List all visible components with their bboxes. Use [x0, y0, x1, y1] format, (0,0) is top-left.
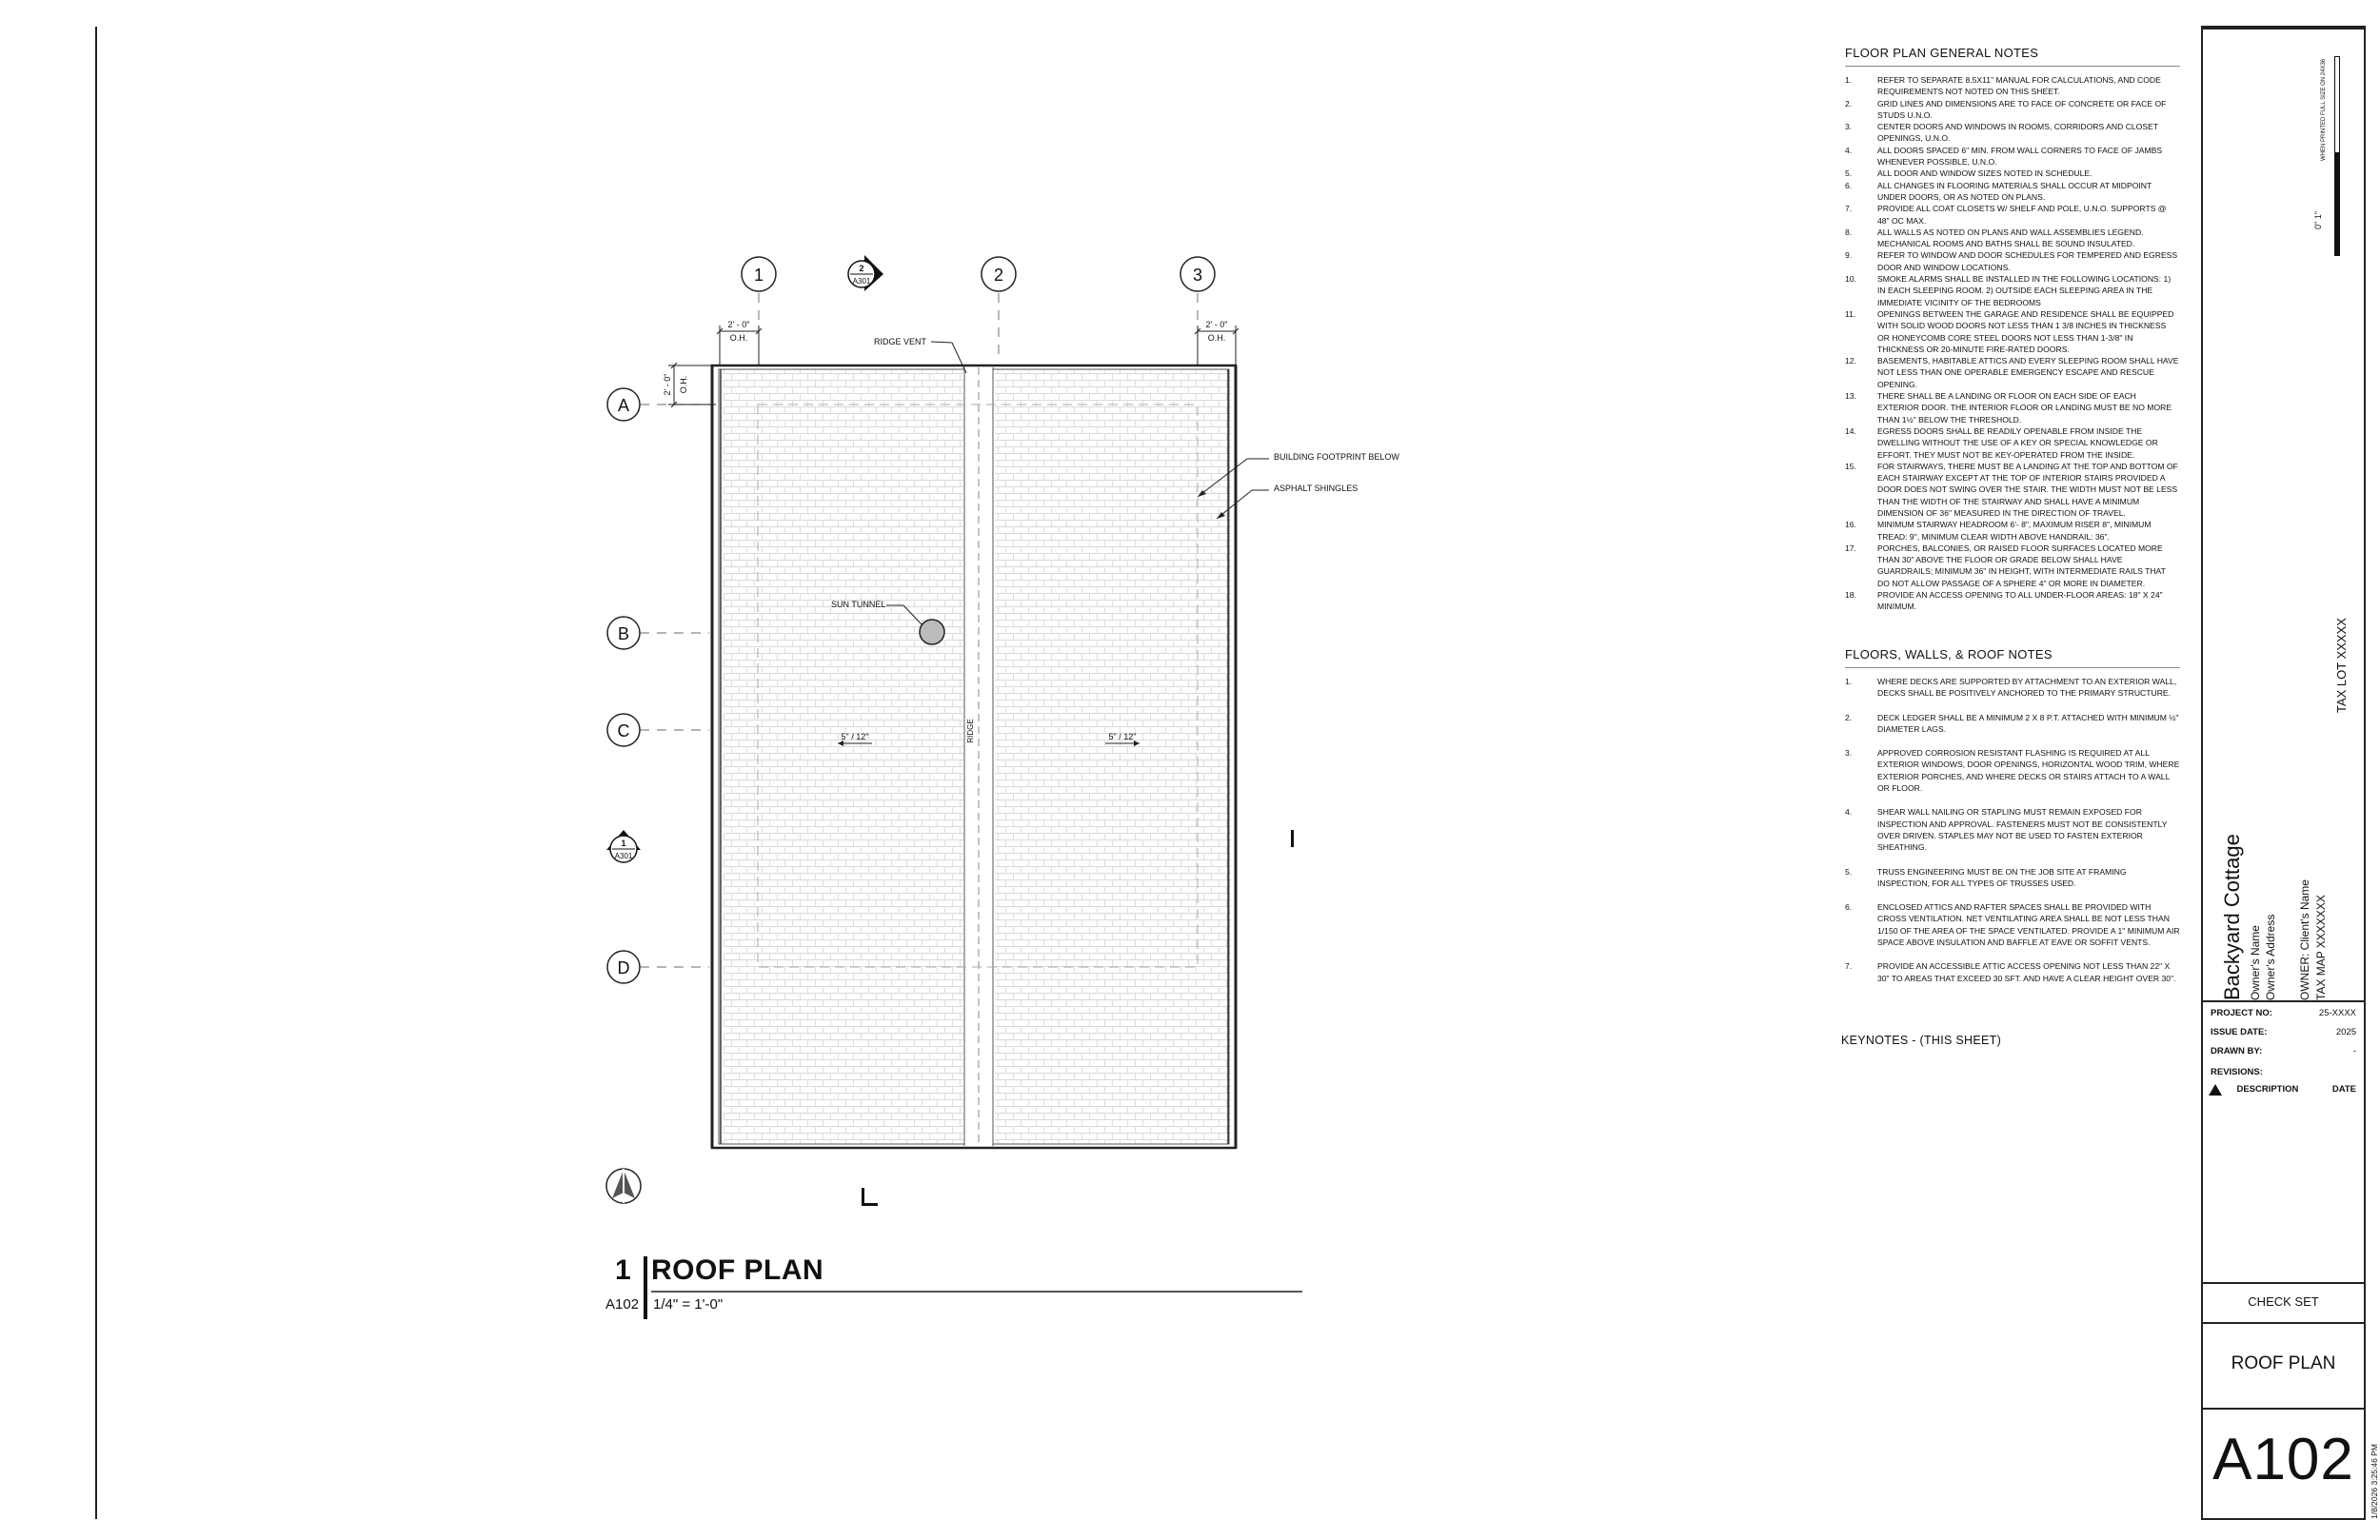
general-note-text: BASEMENTS, HABITABLE ATTICS AND EVERY SLEEPING ROOM SHALL HAVE NOT LESS THAN ONE OPERABLE EMERGENCY ESCAPE AND RESCUE OPENING. — [1877, 356, 2179, 389]
general-note-item — [1845, 180, 2180, 204]
section-marker-left[interactable] — [606, 830, 641, 862]
print-date: 1/8/2026 3:25:46 PM — [2370, 1444, 2379, 1519]
overhang-left-value: 2' - 0" — [727, 320, 750, 329]
general-note-text: THERE SHALL BE A LANDING OR FLOOR ON EACH SIDE OF EACH EXTERIOR DOOR. THE INTERIOR FLOOR OR LANDING MUST BE NO MORE THAN 1½" BELOW THE THRESHOLD. — [1877, 391, 2172, 424]
section-top-sheet: A301 — [852, 277, 871, 286]
wall-note-number: 1. — [1845, 677, 1853, 686]
view-title — [605, 1249, 1300, 1325]
tb-divider-title — [2203, 1322, 2364, 1324]
general-note-number: 17. — [1845, 543, 1856, 553]
grid-label-a: A — [617, 396, 630, 415]
tb-divider-checkset — [2203, 1282, 2364, 1284]
section-marker-top[interactable] — [848, 255, 883, 291]
wall-note-text: WHERE DECKS ARE SUPPORTED BY ATTACHMENT TO AN EXTERIOR WALL, DECKS SHALL BE POSITIVELY ANCHORED TO THE PRIMARY STRUCTURE. — [1877, 677, 2177, 699]
drawn-by-label: DRAWN BY: — [2211, 1046, 2263, 1056]
general-note-item — [1845, 98, 2180, 122]
wall-note-number: 5. — [1845, 866, 1853, 877]
project-number-row — [2211, 1008, 2356, 1018]
roof-shingle-field-left — [724, 369, 963, 1144]
general-note-number: 9. — [1845, 250, 1853, 261]
section-cut-tick-bottom-h — [862, 1203, 878, 1206]
overhang-top-oh: O.H. — [679, 375, 688, 394]
scale-note: WHEN PRINTED FULL SIZE ON 24X36 — [2321, 58, 2327, 161]
svg-text:5" / 12": 5" / 12" — [1108, 732, 1137, 741]
general-note-number: 15. — [1845, 461, 1856, 471]
overhang-top-value: 2' - 0" — [663, 373, 672, 396]
svg-text:RIDGE VENT: RIDGE VENT — [874, 337, 927, 346]
general-note-text: ALL DOORS SPACED 6" MIN. FROM WALL CORNERS TO FACE OF JAMBS WHENEVER POSSIBLE, U.N.O. — [1877, 145, 2163, 168]
tb-divider-number — [2203, 1408, 2364, 1410]
issue-date-row — [2211, 1027, 2356, 1037]
project-name: Backyard Cottage — [2220, 834, 2244, 1000]
wall-note-number: 3. — [1845, 748, 1853, 759]
view-scale: 1/4" = 1'-0" — [653, 1296, 724, 1313]
general-note-number: 18. — [1845, 590, 1856, 601]
wall-note-text: ENCLOSED ATTICS AND RAFTER SPACES SHALL BE PROVIDED WITH CROSS VENTILATION. NET VENTILATING AREA SHALL BE NOT LESS THAN 1/150 OF THE AREA OF THE SPACE VENTILATED. PROVIDE A 1" MINIMUM AIR SPACE ABOVE INSULATION AND BAFFLE AT EAVE OR SOFFIT VENTS. — [1877, 902, 2180, 948]
owner-client: OWNER: Client's Name — [2298, 879, 2311, 1000]
title-block — [2201, 26, 2366, 1520]
scale-bar — [2334, 56, 2340, 256]
revisions-row — [2211, 1067, 2356, 1077]
grid-label-b: B — [617, 624, 630, 643]
general-note-item — [1845, 145, 2180, 168]
revisions-header — [2209, 1084, 2356, 1096]
general-note-text: ALL WALLS AS NOTED ON PLANS AND WALL ASSEMBLIES LEGEND. MECHANICAL ROOMS AND BATHS SHALL BE SOUND INSULATED. — [1877, 227, 2144, 249]
general-note-number: 3. — [1845, 122, 1853, 132]
asphalt-shingles-label — [1217, 484, 1358, 519]
general-note-item — [1845, 74, 2180, 98]
general-note-text: PORCHES, BALCONIES, OR RAISED FLOOR SURFACES LOCATED MORE THAN 30" ABOVE THE FLOOR OR GRADE BELOW SHALL HAVE GUARDRAILS; MINIMUM 36" IN HEIGHT, WITH INTERMEDIATE RAILS THAT DO NOT ALLOW PASSAGE OF A SPHERE 4" OR MORE IN DIAMETER. — [1877, 543, 2166, 588]
wall-note-item — [1845, 747, 2180, 794]
roof-outline — [712, 365, 1236, 1148]
tax-lot: TAX LOT XXXXX — [2334, 618, 2349, 713]
wall-note-text: SHEAR WALL NAILING OR STAPLING MUST REMAIN EXPOSED FOR INSPECTION AND APPROVAL. FASTENERS MUST NOT BE CONSISTENTLY OVER DRIVEN. STAPLES MAY NOT BE USED TO FASTEN EXTERIOR SHEATHING. — [1877, 807, 2168, 853]
floors-walls-roof-notes — [1845, 647, 2180, 997]
general-note-item — [1845, 121, 2180, 145]
wall-notes-list — [1845, 676, 2180, 984]
general-note-text: SMOKE ALARMS SHALL BE INSTALLED IN THE FOLLOWING LOCATIONS: 1) IN EACH SLEEPING ROOM. 2) OUTSIDE EACH SLEEPING AREA IN THE IMMEDIATE VICINITY OF THE BEDROOMS — [1877, 274, 2172, 307]
general-note-text: EGRESS DOORS SHALL BE READILY OPENABLE FROM INSIDE THE DWELLING WITHOUT THE USE OF A KEY OR SPECIAL KNOWLEDGE OR EFFORT. THEY MUST NOT BE KEY-OPERATED FROM THE INSIDE. — [1877, 425, 2158, 460]
wall-note-number: 2. — [1845, 712, 1853, 722]
wall-note-text: DECK LEDGER SHALL BE A MINIMUM 2 X 8 P.T. ATTACHED WITH MINIMUM ½" DIAMETER LAGS. — [1877, 712, 2179, 734]
dimension-overhang-left — [717, 326, 762, 366]
keynotes-title: KEYNOTES - (THIS SHEET) — [1841, 1034, 2002, 1047]
general-note-item — [1845, 168, 2180, 179]
revisions-label: REVISIONS: — [2211, 1067, 2263, 1077]
general-note-number: 1. — [1845, 75, 1853, 85]
general-note-text: ALL CHANGES IN FLOORING MATERIALS SHALL OCCUR AT MIDPOINT UNDER DOORS, OR AS NOTED ON PLANS. — [1877, 180, 2152, 202]
sun-tunnel-label: SUN TUNNEL — [831, 600, 886, 609]
wall-note-number: 4. — [1845, 807, 1853, 818]
general-note-text: PROVIDE AN ACCESS OPENING TO ALL UNDER-FLOOR AREAS: 18" X 24" MINIMUM. — [1877, 590, 2163, 612]
wall-notes-title: FLOORS, WALLS, & ROOF NOTES — [1845, 647, 2180, 668]
issue-date-label: ISSUE DATE: — [2211, 1027, 2268, 1037]
wall-note-text: APPROVED CORROSION RESISTANT FLASHING IS REQUIRED AT ALL EXTERIOR WINDOWS, DOOR OPENINGS, HORIZONTAL WOOD TRIM, WHERE EXTERIOR PORCHES, AND WHERE DECKS OR STAIRS ATTACH TO A WALL OR FLOOR. — [1877, 748, 2180, 794]
general-note-number: 6. — [1845, 180, 1853, 190]
general-note-number: 10. — [1845, 274, 1856, 285]
general-notes-title: FLOOR PLAN GENERAL NOTES — [1845, 46, 2180, 67]
revision-description-label: DESCRIPTION — [2236, 1084, 2299, 1095]
general-note-number: 4. — [1845, 145, 1853, 155]
wall-note-text: TRUSS ENGINEERING MUST BE ON THE JOB SITE AT FRAMING INSPECTION, FOR ALL TYPES OF TRUSSES USED. — [1877, 866, 2127, 888]
svg-text:ASPHALT SHINGLES: ASPHALT SHINGLES — [1274, 484, 1359, 493]
wall-note-number: 6. — [1845, 902, 1853, 913]
general-note-item — [1845, 425, 2180, 461]
tb-divider-top — [2203, 28, 2364, 30]
owner-address: Owner's Address — [2264, 914, 2277, 1000]
scale-bar-label: 0" 1" — [2313, 211, 2323, 229]
sheet-number: A102 — [2212, 1427, 2354, 1492]
general-note-number: 13. — [1845, 391, 1856, 402]
general-note-text: ALL DOOR AND WINDOW SIZES NOTED IN SCHEDULE. — [1877, 168, 2092, 179]
general-note-number: 11. — [1845, 308, 1856, 319]
grid-label-d: D — [617, 958, 630, 977]
general-note-item — [1845, 203, 2180, 227]
view-title-rule — [651, 1291, 1302, 1293]
tax-map: TAX MAP XXXXXXX — [2314, 895, 2328, 1000]
section-left-number: 1 — [621, 839, 626, 848]
general-note-item — [1845, 390, 2180, 425]
wall-note-item — [1845, 806, 2180, 853]
view-sheet-ref: A102 — [605, 1296, 640, 1313]
general-note-number: 2. — [1845, 98, 1853, 109]
owner-name: Owner's Name — [2249, 925, 2262, 1000]
general-note-item — [1845, 355, 2180, 390]
general-note-number: 7. — [1845, 204, 1853, 214]
general-note-item — [1845, 273, 2180, 308]
view-title-divider — [644, 1256, 647, 1319]
floor-plan-general-notes — [1845, 46, 2180, 613]
project-number-value: 25-XXXX — [2318, 1008, 2356, 1018]
general-note-text: FOR STAIRWAYS, THERE MUST BE A LANDING AT THE TOP AND BOTTOM OF EACH STAIRWAY EXCEPT AT THE TOP OF INTERIOR STAIRS PROVIDED A DOOR DOES NOT SWING OVER THE STAIR. THE WIDTH MUST NOT BE LESS THAN THE WIDTH OF THE STAIRWAY AND SHALL HAVE A MINIMUM DIMENSION OF 36" MEASURED IN THE DIRECTION OF TRAVEL. — [1877, 461, 2178, 518]
general-note-text: CENTER DOORS AND WINDOWS IN ROOMS, CORRIDORS AND CLOSET OPENINGS, U.N.O. — [1877, 122, 2158, 144]
section-top-number: 2 — [859, 264, 864, 273]
drawn-by-row — [2211, 1046, 2356, 1056]
general-note-number: 12. — [1845, 356, 1856, 366]
general-note-text: REFER TO SEPARATE 8.5X11" MANUAL FOR CALCULATIONS, AND CODE REQUIREMENTS NOT NOTED ON THIS SHEET. — [1877, 75, 2161, 97]
ridge-label: RIDGE — [966, 719, 975, 743]
general-note-item — [1845, 308, 2180, 355]
wall-note-item — [1845, 901, 2180, 948]
general-note-number: 16. — [1845, 520, 1856, 530]
section-cut-tick-bottom-v — [862, 1188, 864, 1205]
grid-label-c: C — [617, 721, 630, 740]
dimension-overhang-top — [668, 363, 716, 407]
overhang-left-oh: O.H. — [729, 333, 748, 343]
issue-date-value: 2025 — [2335, 1027, 2356, 1037]
revision-delta-icon — [2209, 1084, 2222, 1096]
view-number: 1 — [615, 1254, 631, 1286]
overhang-right-oh: O.H. — [1207, 333, 1226, 343]
general-note-number: 5. — [1845, 168, 1853, 179]
general-note-item — [1845, 461, 2180, 519]
north-arrow-icon — [606, 1169, 641, 1203]
view-name: ROOF PLAN — [651, 1254, 824, 1286]
grid-label-2: 2 — [993, 266, 1004, 285]
general-notes-list — [1845, 74, 2180, 613]
general-note-item — [1845, 249, 2180, 273]
ridge-vent-label — [874, 337, 966, 373]
general-note-item — [1845, 227, 2180, 250]
wall-note-item — [1845, 676, 2180, 700]
section-left-sheet: A301 — [614, 852, 633, 860]
svg-text:5" / 12": 5" / 12" — [841, 732, 869, 741]
general-note-item — [1845, 589, 2180, 613]
dimension-overhang-right — [1195, 326, 1239, 366]
general-note-number: 8. — [1845, 227, 1853, 237]
general-note-text: PROVIDE ALL COAT CLOSETS W/ SHELF AND POLE, U.N.O. SUPPORTS @ 48" OC MAX. — [1877, 204, 2167, 226]
drawn-by-value: - — [2352, 1046, 2356, 1056]
wall-note-text: PROVIDE AN ACCESSIBLE ATTIC ACCESS OPENING NOT LESS THAN 22" X 30" TO AREAS THAT EXCEED 30 SFT. AND HAVE A CLEAR HEIGHT OVER 30". — [1877, 961, 2176, 983]
general-note-text: GRID LINES AND DIMENSIONS ARE TO FACE OF CONCRETE OR FACE OF STUDS U.N.O. — [1877, 98, 2167, 120]
section-cut-tick-right — [1291, 830, 1294, 847]
general-note-number: 14. — [1845, 425, 1856, 436]
general-note-text: OPENINGS BETWEEN THE GARAGE AND RESIDENCE SHALL BE EQUIPPED WITH SOLID WOOD DOORS NOT LESS THAN 1 3/8 INCHES IN THICKNESS OR HONEYCOMB CORE STEEL DOORS NOT LESS THAN 1-3/8" IN THICKNESS OR 20-MINUTE FIRE-RATED DOORS. — [1877, 308, 2174, 354]
revision-date-label: DATE — [2331, 1084, 2356, 1095]
general-note-item — [1845, 543, 2180, 589]
tb-divider-info — [2203, 1000, 2364, 1002]
general-note-item — [1845, 519, 2180, 543]
project-number-label: PROJECT NO: — [2211, 1008, 2272, 1018]
wall-note-item — [1845, 712, 2180, 736]
sheet-title: ROOF PLAN — [2231, 1353, 2336, 1373]
svg-text:BUILDING FOOTPRINT BELOW: BUILDING FOOTPRINT BELOW — [1274, 452, 1399, 462]
general-note-text: MINIMUM STAIRWAY HEADROOM 6'- 8", MAXIMUM RISER 8", MINIMUM TREAD: 9", MINIMUM CLEAR WIDTH ABOVE HANDRAIL: 36". — [1877, 520, 2152, 542]
wall-note-item — [1845, 960, 2180, 984]
wall-note-number: 7. — [1845, 961, 1853, 972]
grid-label-3: 3 — [1192, 266, 1203, 285]
grid-label-1: 1 — [753, 266, 764, 285]
check-set-label: CHECK SET — [2248, 1294, 2319, 1309]
overhang-right-value: 2' - 0" — [1205, 320, 1228, 329]
general-note-text: REFER TO WINDOW AND DOOR SCHEDULES FOR TEMPERED AND EGRESS DOOR AND WINDOW LOCATIONS. — [1877, 250, 2178, 272]
wall-note-item — [1845, 866, 2180, 890]
roof-shingle-field-right — [995, 369, 1231, 1144]
